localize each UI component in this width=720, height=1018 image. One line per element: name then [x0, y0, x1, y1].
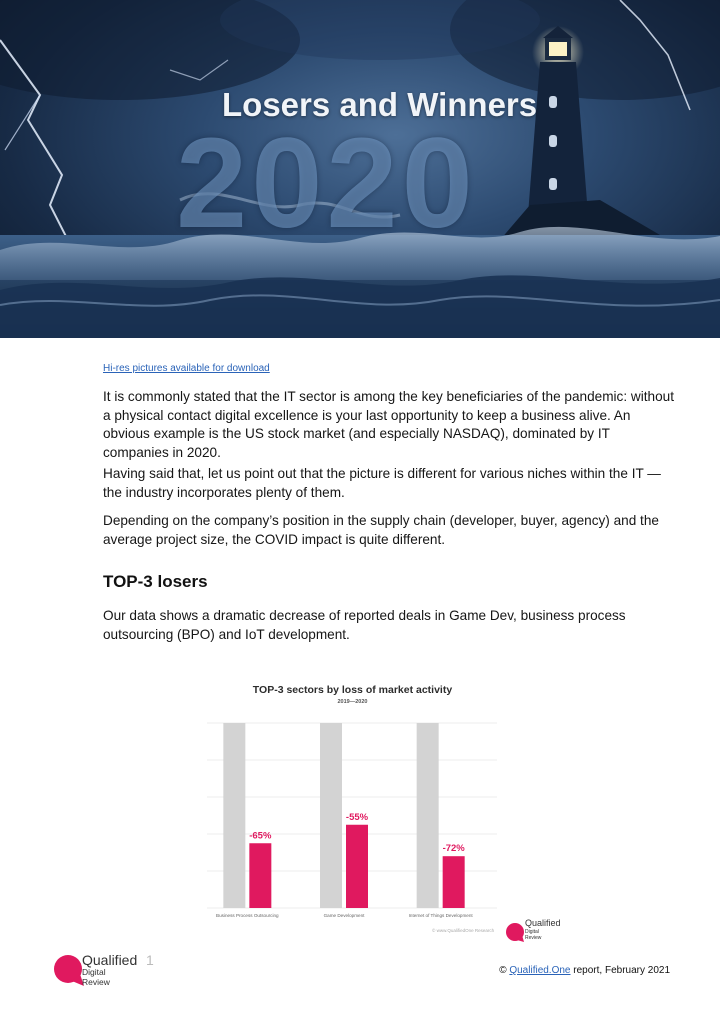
chart-logo-word-3: Review [525, 935, 542, 941]
loss-bar [443, 856, 465, 908]
logo-word-review: Review [82, 977, 110, 987]
chart-plot [195, 678, 525, 940]
chart-subtitle: 2019—2020 [337, 699, 368, 705]
chart-title: TOP-3 sectors by loss of market activity [252, 684, 453, 696]
loss-bar [249, 843, 271, 908]
hero-year: 2020 [176, 112, 477, 255]
download-link[interactable]: Hi-res pictures available for download [103, 363, 270, 374]
hero-title: Losers and Winners [222, 86, 538, 123]
baseline-bar [320, 723, 342, 908]
footer-suffix: report, February 2021 [573, 965, 670, 976]
footer-logo [52, 948, 162, 988]
footer-link[interactable]: Qualified.One [509, 965, 571, 976]
section-paragraph: Our data shows a dramatic decrease of reported deals in Game Dev, business process outsourcing (BPO) and IoT development. [103, 608, 626, 642]
bar-data-label: -55% [345, 811, 369, 823]
logo-word-digital: Digital [82, 967, 106, 977]
logo-word-qualified: Qualified [82, 952, 138, 968]
intro-paragraph: It is commonly stated that the IT sector is among the key beneficiaries of the pandemic: without a physical contact digital excellence is your last opportunity to keep a business alive. An obvious example is the US stock market (and especially NASDAQ), dominated by IT companies in 2020. [103, 389, 674, 460]
category-label: Business Process Outsourcing [216, 913, 279, 918]
section-heading: TOP-3 losers [103, 572, 208, 591]
chart-credit: © www.QualifiedOne Research [432, 928, 495, 933]
logo-mark-one: 1 [146, 952, 154, 968]
niches-paragraph: Having said that, let us point out that the picture is different for various niches within the IT — the industry incorporates plenty of them. [103, 466, 661, 500]
hero-banner [0, 0, 720, 338]
footer-copyright [420, 965, 670, 976]
chart-logo [505, 918, 575, 944]
baseline-bar [223, 723, 245, 908]
bar-data-label: -65% [249, 830, 272, 842]
category-label: Internet of Things Development [408, 913, 473, 918]
chart-logo-word-1: Qualified [525, 918, 561, 928]
baseline-bar [417, 723, 439, 908]
qualified-logo-mark-icon [505, 921, 527, 943]
footer-prefix: © [499, 965, 507, 976]
losers-chart [195, 678, 525, 940]
bar-data-label: -72% [442, 843, 465, 855]
chart-logo-word-2: Digital [525, 929, 539, 935]
category-label: Game Development [323, 913, 365, 918]
loss-bar [346, 825, 368, 908]
supply-chain-paragraph: Depending on the company’s position in the supply chain (developer, buyer, agency) and the average project size, the COVID impact is quite different. [103, 513, 659, 547]
